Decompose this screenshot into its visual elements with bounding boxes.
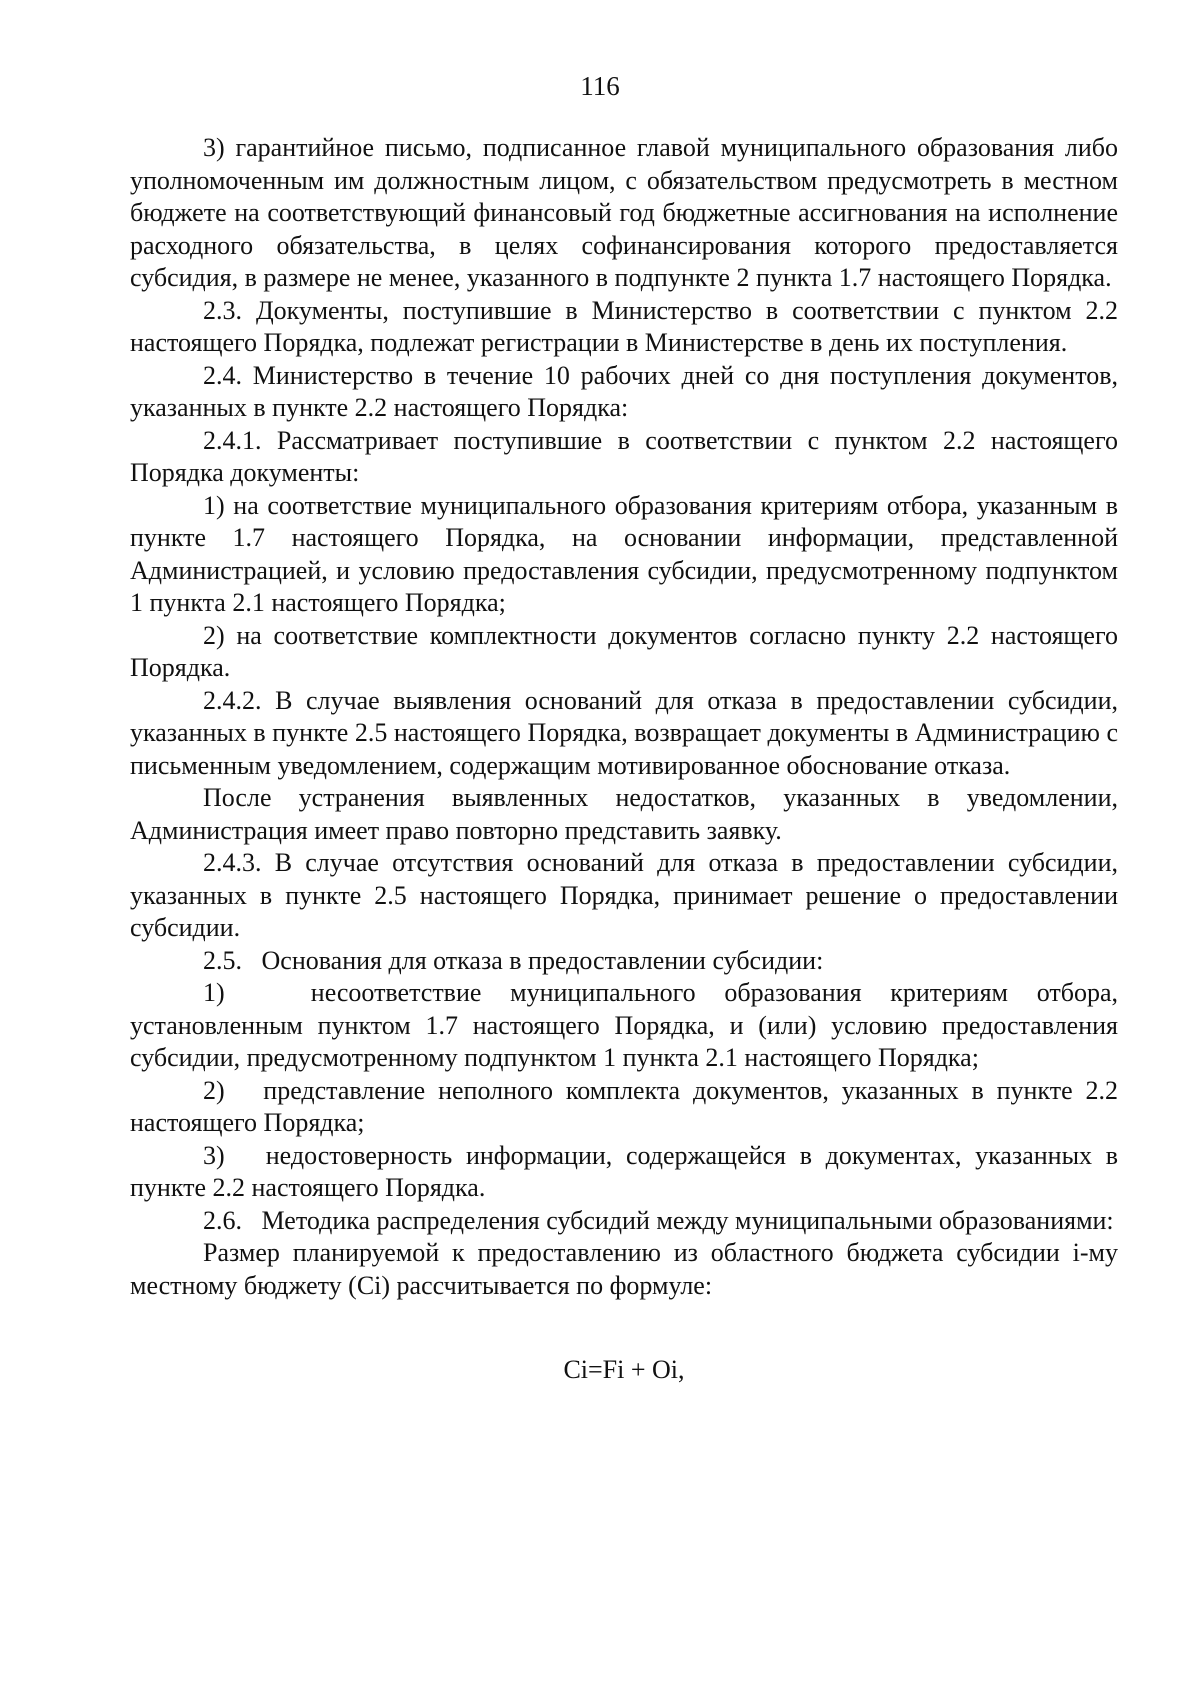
- paragraph-subsidy-size: Размер планируемой к предоставлению из областного бюджета субсидии i-му местному бюджету (Ci) рассчитывается по формуле:: [130, 1238, 1118, 1300]
- paragraph-2-5-item-2: 2) представление неполного комплекта документов, указанных в пункте 2.2 настоящего Порядка;: [130, 1075, 1125, 1137]
- paragraph-2-6: 2.6. Методика распределения субсидий между муниципальными образованиями:: [203, 1205, 1114, 1235]
- paragraph-guarantee-letter: 3) гарантийное письмо, подписанное главой муниципального образования либо уполномоченным им должностным лицом, с обязательством предусмотреть в местном бюджете на соответствующий финансовый год бюджетные ассигнования на исполнение расходного обязательства, в целях софинансирования которого предоставляется субсидия, в размере не менее, указанного в подпункте 2 пункта 1.7 настоящего Порядка.: [130, 133, 1118, 292]
- page-number: 116: [580, 71, 620, 101]
- paragraph-2-4-2: 2.4.2. В случае выявления оснований для отказа в предоставлении субсидии, указанных в пункте 2.5 настоящего Порядка, возвращает документы в Администрацию с письменным уведомлением, содержащим мотивированное обоснование отказа.: [130, 685, 1118, 780]
- paragraph-2-3: 2.3. Документы, поступившие в Министерство в соответствии с пунктом 2.2 настоящего Порядка, подлежат регистрации в Министерстве в день их поступления.: [130, 295, 1118, 357]
- paragraph-2-4-1: 2.4.1. Рассматривает поступившие в соответствии с пунктом 2.2 настоящего Порядка документы:: [130, 425, 1118, 487]
- paragraph-2-4-3: 2.4.3. В случае отсутствия оснований для отказа в предоставлении субсидии, указанных в пункте 2.5 настоящего Порядка, принимает решение о предоставлении субсидии.: [130, 848, 1118, 942]
- paragraph-2-4-1-item-1: 1) на соответствие муниципального образования критериям отбора, указанным в пункте 1.7 настоящего Порядка, на основании информации, представленной Администрацией, и условию предоставления субсидии, предусмотренному подпунктом 1 пункта 2.1 настоящего Порядка;: [130, 490, 1118, 617]
- paragraph-2-5: 2.5. Основания для отказа в предоставлении субсидии:: [203, 945, 824, 975]
- formula: Ci=Fi + Oi,: [563, 1355, 685, 1384]
- paragraph-resubmission: После устранения выявленных недостатков, указанных в уведомлении, Администрация имеет право повторно представить заявку.: [130, 783, 1118, 845]
- paragraph-2-4: 2.4. Министерство в течение 10 рабочих дней со дня поступления документов, указанных в пункте 2.2 настоящего Порядка:: [130, 360, 1118, 422]
- paragraph-2-4-1-item-2: 2) на соответствие комплектности документов согласно пункту 2.2 настоящего Порядка.: [130, 620, 1118, 682]
- paragraph-2-5-item-1: 1) несоответствие муниципального образования критериям отбора, установленным пунктом 1.7 настоящего Порядка, и (или) условию предоставления субсидии, предусмотренному подпунктом 1 пункта 2.1 настоящего Порядка;: [130, 978, 1125, 1072]
- paragraph-2-5-item-3: 3) недостоверность информации, содержащейся в документах, указанных в пункте 2.2 настоящего Порядка.: [130, 1140, 1125, 1202]
- document-body: [130, 132, 1125, 1387]
